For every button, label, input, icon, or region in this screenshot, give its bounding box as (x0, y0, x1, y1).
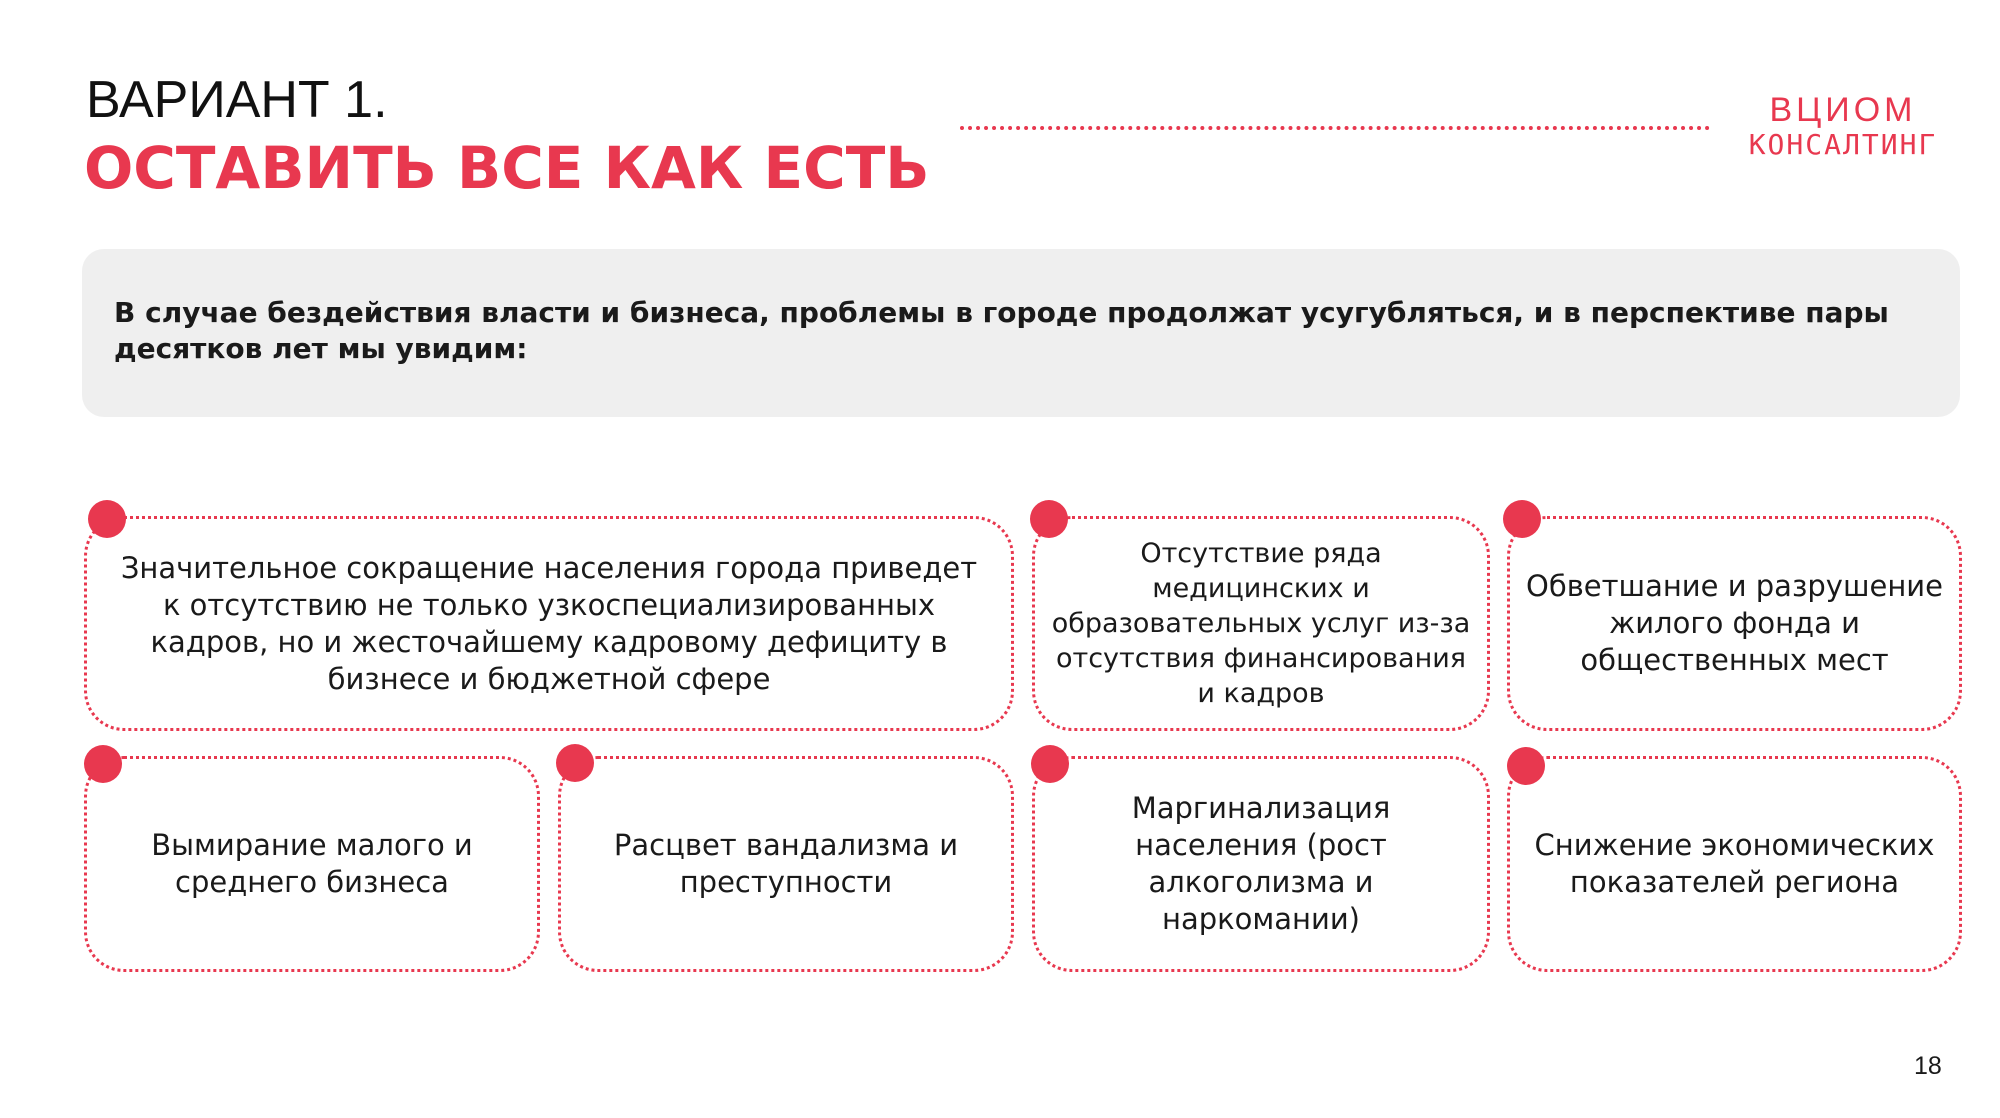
intro-text: В случае бездействия власти и бизнеса, проблемы в городе продолжат усугубляться, и в перспективе пары десятков лет мы увидим: (114, 296, 1889, 365)
intro-box (82, 249, 1960, 417)
card-text: Обветшание и разрушение жилого фонда и общественных мест (1526, 569, 1943, 677)
card-text: Маргинализация населения (рост алкоголизма и наркомании) (1131, 791, 1391, 936)
bullet-dot-icon (556, 744, 594, 782)
page-number: 18 (1914, 1052, 1942, 1080)
bullet-dot-icon (88, 500, 126, 538)
card-small-business-decline (84, 756, 540, 972)
card-housing-deterioration (1507, 516, 1962, 731)
bullet-dot-icon (1031, 745, 1069, 783)
bullet-dot-icon (1030, 500, 1068, 538)
card-population-decline (84, 516, 1014, 731)
card-text: Отсутствие ряда медицинских и образовательных услуг из-за отсутствия финансирования и кадров (1051, 538, 1471, 709)
company-logo (1748, 92, 1938, 162)
card-marginalization (1032, 756, 1490, 972)
header-dotted-divider (960, 126, 1710, 130)
card-text: Значительное сокращение населения города приведет к отсутствию не только узкоспециализированных кадров, но и жесточайшему кадровому дефициту в бизнесе и бюджетной сфере (120, 550, 978, 696)
card-text: Вымирание малого и среднего бизнеса (151, 828, 473, 899)
bullet-dot-icon (84, 745, 122, 783)
card-vandalism-crime (558, 756, 1014, 972)
logo-line1: ВЦИОМ (1769, 91, 1917, 129)
page-title-line2: ОСТАВИТЬ ВСЕ КАК ЕСТЬ (84, 134, 930, 202)
bullet-dot-icon (1507, 747, 1545, 785)
card-text: Расцвет вандализма и преступности (613, 828, 959, 899)
card-economic-decline (1507, 756, 1962, 972)
logo-line2: КОНСАЛТИНГ (1748, 128, 1938, 161)
card-medical-education-services (1032, 516, 1490, 731)
page-title-line1: ВАРИАНТ 1. (86, 71, 388, 129)
bullet-dot-icon (1503, 500, 1541, 538)
card-text: Снижение экономических показателей региона (1534, 828, 1935, 899)
